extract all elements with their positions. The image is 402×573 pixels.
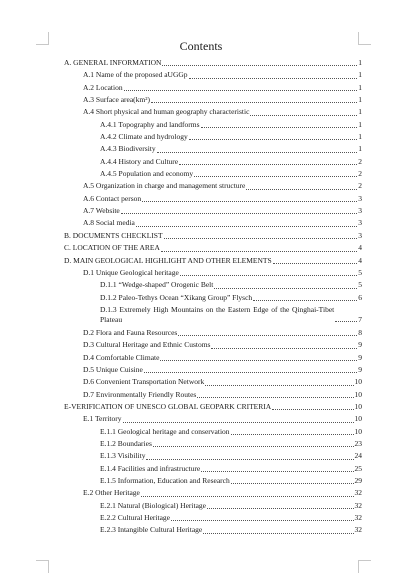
toc-entry-page-number: 32 <box>354 500 362 510</box>
dot-leader <box>201 471 353 472</box>
dot-leader <box>162 65 357 66</box>
toc-entry-title: A.4.3 Biodiversity <box>100 144 156 154</box>
toc-entry-page-number: 5 <box>358 267 362 277</box>
toc-entry-page-number: 3 <box>358 206 362 216</box>
toc-entry[interactable] <box>64 475 362 487</box>
dot-leader <box>231 434 354 435</box>
dot-leader <box>144 372 357 373</box>
toc-entry-title: E.2 Other Heritage <box>83 488 140 498</box>
toc-entry-title: D.7 Environmentally Friendly Routes <box>83 389 197 399</box>
dot-leader <box>246 189 357 190</box>
toc-entry-page-number: 10 <box>354 377 362 387</box>
toc-entry[interactable] <box>64 267 362 279</box>
toc-entry-title: D.1 Unique Geological heritage <box>83 267 179 277</box>
toc-entry-page-number: 1 <box>358 70 362 80</box>
dot-leader <box>178 335 357 336</box>
toc-entry-page-number: 3 <box>358 193 362 203</box>
toc-entry-title: E.1.5 Information, Education and Research <box>100 476 230 485</box>
crop-mark-bottom-left <box>36 560 49 573</box>
toc-entry[interactable] <box>64 524 362 536</box>
dot-leader <box>207 508 353 509</box>
toc-entry[interactable] <box>64 327 362 339</box>
toc-entry[interactable] <box>64 82 362 94</box>
toc-entry-title: D.2 Flora and Fauna Resources <box>83 327 178 337</box>
toc-entry-page-number: 9 <box>358 340 362 350</box>
toc-entry[interactable] <box>64 230 362 242</box>
dot-leader <box>203 533 353 534</box>
toc-entry-title: A.1 Name of the proposed aUGGp <box>83 70 188 80</box>
dot-leader <box>205 385 353 386</box>
toc-entry-title: E.2.1 Natural (Biological) Heritage <box>100 500 207 510</box>
toc-entry[interactable] <box>64 426 362 438</box>
toc-entry-page-number: 9 <box>358 364 362 374</box>
dot-leader <box>136 226 357 227</box>
toc-entry[interactable] <box>64 131 362 143</box>
toc-entry-page-number: 2 <box>358 169 362 179</box>
toc-entry-title: E.2.2 Cultural Heritage <box>100 513 170 523</box>
dot-leader <box>123 422 354 423</box>
toc-entry-page-number: 5 <box>358 280 362 290</box>
toc-entry[interactable] <box>64 364 362 376</box>
dot-leader <box>253 300 357 301</box>
dot-leader <box>197 397 353 398</box>
toc-entry-page-number: 9 <box>358 352 362 362</box>
toc-entry-page-number: 1 <box>358 144 362 154</box>
toc-entry-page-number: 2 <box>358 181 362 191</box>
toc-entry[interactable] <box>64 94 362 106</box>
dot-leader <box>161 251 357 252</box>
toc-entry-title: D.1.2 Paleo-Tethys Ocean “Xikang Group” Flysch <box>100 292 253 302</box>
dot-leader <box>180 275 357 276</box>
toc-entry-title: D.4 Comfortable Climate <box>83 352 160 362</box>
toc-entry-page-number: 1 <box>358 132 362 142</box>
dot-leader <box>121 213 357 214</box>
toc-entry-title: A.4 Short physical and human geography characteristic <box>83 107 250 117</box>
toc-entry-title: A.4.5 Population and economy <box>100 169 194 179</box>
toc-entry[interactable] <box>64 376 362 388</box>
toc-entry[interactable] <box>64 180 362 192</box>
toc-entry-title: E.1.4 Facilities and infrastructure <box>100 463 201 473</box>
dot-leader <box>160 360 357 361</box>
toc-entry[interactable] <box>64 463 362 475</box>
table-of-contents <box>64 57 362 537</box>
toc-entry-title: D.6 Convenient Transportation Network <box>83 377 205 387</box>
toc-entry[interactable] <box>64 242 362 254</box>
toc-entry[interactable] <box>64 292 362 304</box>
toc-entry[interactable] <box>64 401 362 413</box>
toc-entry-page-number: 25 <box>354 463 362 473</box>
toc-entry[interactable] <box>64 119 362 131</box>
toc-entry[interactable] <box>64 500 362 512</box>
toc-entry-page-number: 1 <box>358 82 362 92</box>
toc-entry-page-number: 1 <box>358 95 362 105</box>
dot-leader <box>194 176 357 177</box>
toc-entry-page-number: 10 <box>354 414 362 424</box>
dot-leader <box>250 115 357 116</box>
dot-leader <box>189 139 358 140</box>
toc-entry[interactable] <box>64 143 362 155</box>
toc-entry[interactable] <box>64 156 362 168</box>
toc-entry-title: D. MAIN GEOLOGICAL HIGHLIGHT AND OTHER ELEMENTS <box>64 255 272 265</box>
toc-entry-page-number: 1 <box>358 107 362 117</box>
toc-entry-page-number: 10 <box>354 401 362 411</box>
dot-leader <box>179 164 357 165</box>
dot-leader <box>124 90 358 91</box>
toc-entry[interactable] <box>64 389 362 401</box>
toc-entry-page-number: 29 <box>354 476 362 485</box>
toc-entry-page-number: 1 <box>358 119 362 129</box>
toc-entry-page-number: 7 <box>358 314 362 324</box>
toc-entry[interactable] <box>64 413 362 425</box>
toc-entry-title: E.1 Territory <box>83 414 122 424</box>
toc-entry[interactable] <box>64 279 362 291</box>
toc-entry-page-number: 24 <box>354 451 362 461</box>
toc-entry[interactable] <box>64 217 362 229</box>
dot-leader <box>153 446 354 447</box>
toc-entry-page-number: 32 <box>354 525 362 535</box>
dot-leader <box>164 238 358 239</box>
crop-mark-bottom-right <box>358 560 371 573</box>
dot-leader <box>231 483 354 484</box>
toc-entry-title: A.3 Surface area(km²) <box>83 95 151 105</box>
toc-entry-title: A.4.4 History and Culture <box>100 156 179 166</box>
toc-entry-page-number: 3 <box>358 218 362 228</box>
toc-entry[interactable] <box>64 450 362 462</box>
toc-entry-page-number: 32 <box>354 488 362 498</box>
toc-entry-page-number: 6 <box>358 292 362 302</box>
toc-entry[interactable] <box>64 255 362 267</box>
dot-leader <box>157 152 358 153</box>
toc-entry-page-number: 4 <box>358 243 362 253</box>
toc-entry-title: D.5 Unique Cuisine <box>83 364 143 374</box>
toc-entry-title: D.1.1 “Wedge-shaped” Orogenic Belt <box>100 280 214 290</box>
dot-leader <box>146 459 353 460</box>
toc-entry-page-number: 10 <box>354 426 362 436</box>
dot-leader <box>171 520 354 521</box>
toc-entry-title: D.3 Cultural Heritage and Ethnic Customs <box>83 340 211 350</box>
dot-leader <box>211 348 357 349</box>
toc-entry-page-number: 23 <box>354 438 362 448</box>
toc-entry[interactable] <box>64 106 362 118</box>
toc-entry-title: A.4.1 Topography and landforms <box>100 119 200 129</box>
toc-entry[interactable] <box>64 304 362 327</box>
toc-entry[interactable] <box>64 352 362 364</box>
toc-entry[interactable] <box>64 193 362 205</box>
dot-leader <box>214 288 357 289</box>
toc-entry-title: E-VERIFICATION OF UNESCO GLOBAL GEOPARK CRITERIA <box>64 401 272 411</box>
toc-entry-title: B. DOCUMENTS CHECKLIST <box>64 230 163 240</box>
dot-leader <box>151 102 357 103</box>
dot-leader <box>141 496 354 497</box>
page-title: Contents <box>179 39 223 53</box>
dot-leader <box>273 263 358 264</box>
dot-leader <box>142 201 357 202</box>
toc-entry[interactable] <box>64 57 362 69</box>
toc-entry-title: A.6 Contact person <box>83 193 142 203</box>
toc-entry-page-number: 8 <box>358 327 362 337</box>
toc-entry-title: A.4.2 Climate and hydrology <box>100 132 188 142</box>
toc-entry-title: A.8 Social media <box>83 218 135 228</box>
toc-entry-page-number: 3 <box>358 230 362 240</box>
toc-entry-page-number: 32 <box>354 513 362 523</box>
toc-entry-title: C. LOCATION OF THE AREA <box>64 243 160 253</box>
toc-entry-title: E.1.2 Boundaries <box>100 438 152 448</box>
dot-leader <box>272 409 353 410</box>
dot-leader <box>201 127 358 128</box>
dot-leader <box>189 78 358 79</box>
toc-entry-title: E.1.1 Geological heritage and conservation <box>100 426 230 436</box>
dot-leader <box>335 321 357 322</box>
toc-entry[interactable] <box>64 339 362 351</box>
toc-entry[interactable] <box>64 438 362 450</box>
toc-entry-page-number: 4 <box>358 255 362 265</box>
toc-entry-page-number: 10 <box>354 389 362 399</box>
toc-entry-title: A. GENERAL INFORMATION <box>64 58 162 67</box>
toc-entry[interactable] <box>64 168 362 180</box>
toc-entry-page-number: 1 <box>358 58 362 67</box>
toc-entry-title: A.5 Organization in charge and management structure <box>83 181 246 191</box>
toc-entry[interactable] <box>64 487 362 499</box>
toc-entry-title: A.2 Location <box>83 82 123 92</box>
toc-entry[interactable] <box>64 205 362 217</box>
toc-entry[interactable] <box>64 512 362 524</box>
toc-entry-title: E.1.3 Visibility <box>100 451 146 461</box>
toc-entry-title: D.1.3 Extremely High Mountains on the Eastern Edge of the Qinghai-Tibet Plateau <box>100 304 335 324</box>
toc-entry-title: E.2.3 Intangible Cultural Heritage <box>100 525 203 535</box>
toc-entry-page-number: 2 <box>358 156 362 166</box>
toc-entry[interactable] <box>64 69 362 81</box>
toc-entry-title: A.7 Website <box>83 206 120 216</box>
